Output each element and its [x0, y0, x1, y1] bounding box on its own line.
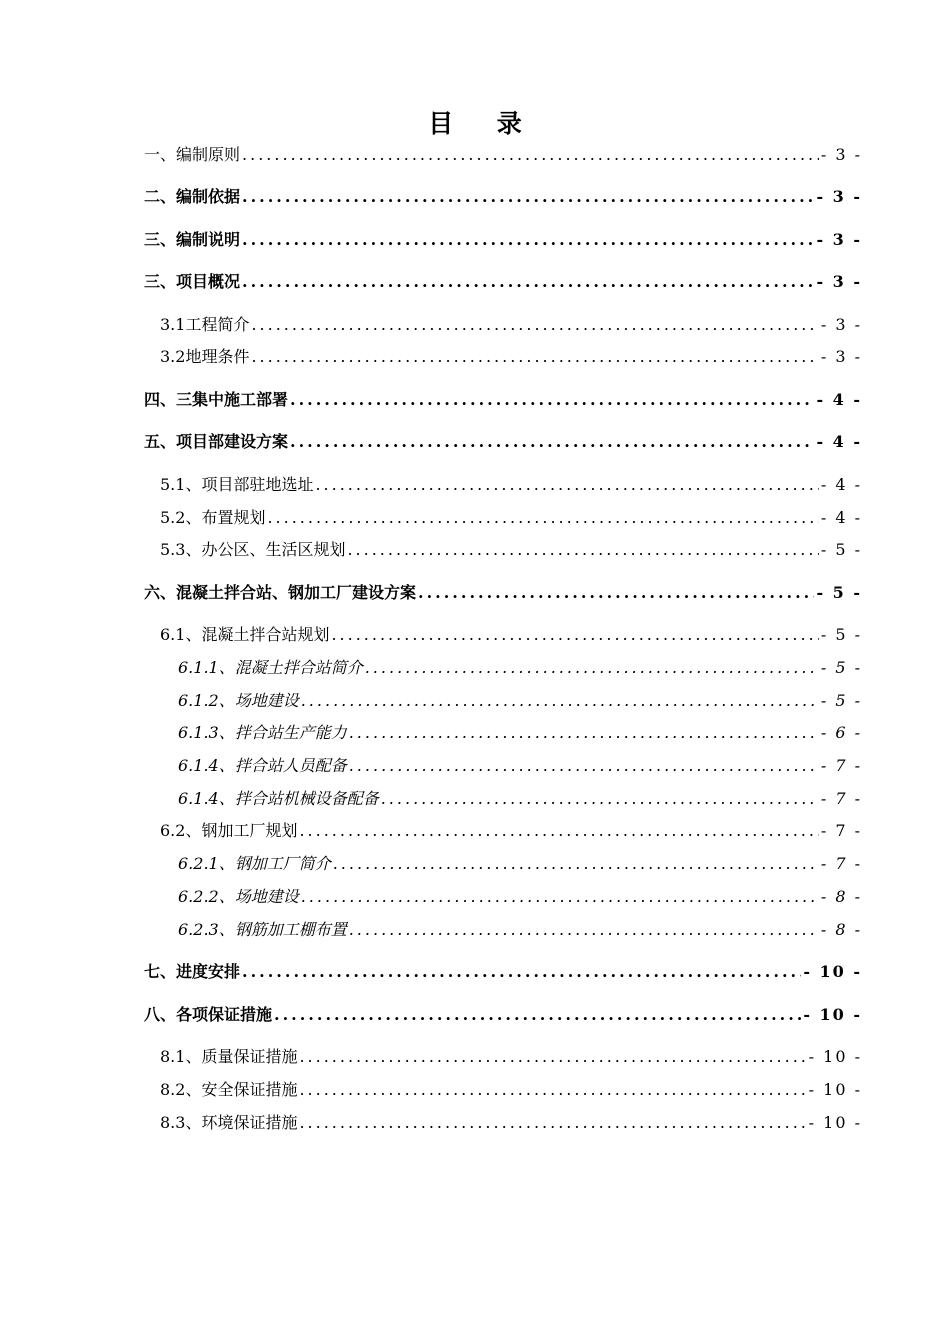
toc-page-number: - 8 -: [820, 887, 862, 906]
toc-entry[interactable]: [178, 886, 862, 908]
toc-leader-dots: [299, 1079, 806, 1101]
toc-entry[interactable]: [144, 144, 862, 166]
toc-entry[interactable]: [160, 507, 862, 529]
toc-entry[interactable]: [160, 1112, 862, 1134]
toc-page-number: - 7 -: [820, 854, 862, 873]
toc-entry-label: 6.2.2、场地建设: [178, 887, 299, 906]
toc-title-char: 目: [428, 109, 454, 138]
toc-page-number: - 8 -: [820, 920, 862, 939]
toc-leader-dots: [365, 657, 819, 679]
toc-entry-label: 七、进度安排: [144, 962, 241, 981]
toc-entry[interactable]: [144, 271, 862, 293]
toc-page-number: - 10 -: [808, 1113, 862, 1132]
toc-entry-label: 四、三集中施工部署: [144, 390, 289, 409]
toc-entry-label: 三、项目概况: [144, 272, 241, 291]
toc-entry[interactable]: [144, 431, 862, 453]
toc-entry[interactable]: [178, 788, 862, 810]
toc-leader-dots: [315, 474, 818, 496]
toc-page-number: - 3 -: [820, 315, 862, 334]
toc-entry[interactable]: [160, 820, 862, 842]
toc-leader-dots: [381, 788, 819, 810]
toc-entry[interactable]: [178, 853, 862, 875]
toc-page-number: - 6 -: [820, 723, 862, 742]
toc-entry-label: 5.2、布置规划: [160, 508, 266, 527]
toc-entry[interactable]: [160, 346, 862, 368]
toc-entry-label: 3.2地理条件: [160, 347, 250, 366]
toc-page-number: - 10 -: [808, 1080, 862, 1099]
toc-page-number: - 3 -: [820, 145, 862, 164]
toc-leader-dots: [242, 186, 814, 208]
toc-entry-label: 一、编制原则: [144, 145, 241, 164]
toc-page-number: - 3 -: [820, 347, 862, 366]
toc-entry-label: 8.1、质量保证措施: [160, 1047, 298, 1066]
toc-entry-label: 8.2、安全保证措施: [160, 1080, 298, 1099]
toc-page-number: - 5 -: [820, 658, 862, 677]
toc-entry[interactable]: [160, 1079, 862, 1101]
toc-entry[interactable]: [160, 624, 862, 646]
toc-entry-label: 6.2、钢加工厂规划: [160, 821, 298, 840]
toc-entry[interactable]: [160, 1046, 862, 1068]
toc-page-number: - 3 -: [816, 230, 862, 249]
toc-entry[interactable]: [144, 186, 862, 208]
toc-entry-label: 6.1.1、混凝土拌合站简介: [178, 658, 363, 677]
toc-entry[interactable]: [178, 755, 862, 777]
toc-entry[interactable]: [178, 919, 862, 941]
toc-leader-dots: [274, 1004, 801, 1026]
toc-entry-label: 6.2.3、钢筋加工棚布置: [178, 920, 347, 939]
toc-leader-dots: [347, 539, 818, 561]
toc-entry-label: 5.3、办公区、生活区规划: [160, 540, 346, 559]
toc-leader-dots: [301, 690, 819, 712]
toc-page-number: - 5 -: [820, 625, 862, 644]
toc-page-number: - 7 -: [820, 789, 862, 808]
toc-entry-label: 3.1工程简介: [160, 315, 250, 334]
toc-leader-dots: [242, 229, 814, 251]
toc-entry-label: 6.1.4、拌合站人员配备: [178, 756, 347, 775]
toc-page-number: - 4 -: [816, 432, 862, 451]
toc-entry-label: 6.1.2、场地建设: [178, 691, 299, 710]
toc-entry-label: 6.1.4、拌合站机械设备配备: [178, 789, 379, 808]
toc-title: [0, 104, 950, 140]
toc-page-number: - 5 -: [820, 691, 862, 710]
toc-page-number: - 4 -: [816, 390, 862, 409]
toc-leader-dots: [290, 389, 814, 411]
toc-page-number: - 5 -: [816, 583, 862, 602]
toc-page-number: - 3 -: [816, 272, 862, 291]
toc-entry[interactable]: [144, 229, 862, 251]
toc-entry[interactable]: [160, 539, 862, 561]
toc-leader-dots: [331, 624, 818, 646]
toc-page-number: - 4 -: [820, 508, 862, 527]
toc-entry-label: 二、编制依据: [144, 187, 241, 206]
toc-leader-dots: [251, 314, 818, 336]
toc-page-number: - 10 -: [803, 1005, 862, 1024]
toc-entry-label: 6.1.3、拌合站生产能力: [178, 723, 347, 742]
toc-title-char: 录: [496, 109, 522, 138]
toc-entry[interactable]: [144, 961, 862, 983]
toc-page-number: - 10 -: [803, 962, 862, 981]
toc-entry[interactable]: [144, 389, 862, 411]
toc-leader-dots: [299, 1046, 806, 1068]
toc-leader-dots: [299, 1112, 806, 1134]
toc-entry[interactable]: [178, 690, 862, 712]
toc-entry-label: 6.1、混凝土拌合站规划: [160, 625, 330, 644]
toc-entry-label: 六、混凝土拌合站、钢加工厂建设方案: [144, 583, 417, 602]
toc-leader-dots: [349, 722, 819, 744]
toc-entry[interactable]: [144, 582, 862, 604]
toc-leader-dots: [242, 271, 814, 293]
toc-page-number: - 10 -: [808, 1047, 862, 1066]
toc-leader-dots: [333, 853, 819, 875]
toc-page-number: - 3 -: [816, 187, 862, 206]
toc-entry[interactable]: [160, 314, 862, 336]
toc-page-number: - 4 -: [820, 475, 862, 494]
toc-leader-dots: [242, 144, 819, 166]
toc-entry-label: 6.2.1、钢加工厂简介: [178, 854, 331, 873]
toc-entry-label: 三、编制说明: [144, 230, 241, 249]
toc-leader-dots: [267, 507, 818, 529]
toc-leader-dots: [242, 961, 801, 983]
toc-entry-label: 八、各项保证措施: [144, 1005, 273, 1024]
toc-entry-label: 5.1、项目部驻地选址: [160, 475, 314, 494]
toc-page-number: - 5 -: [820, 540, 862, 559]
toc-leader-dots: [299, 820, 818, 842]
toc-entry[interactable]: [160, 474, 862, 496]
toc-leader-dots: [349, 755, 819, 777]
toc-leader-dots: [349, 919, 819, 941]
toc-entry[interactable]: [178, 722, 862, 744]
toc-page-number: - 7 -: [820, 756, 862, 775]
toc-page-number: - 7 -: [820, 821, 862, 840]
toc-entry[interactable]: [144, 1004, 862, 1026]
toc-leader-dots: [301, 886, 819, 908]
toc-leader-dots: [290, 431, 814, 453]
toc-entry-label: 五、项目部建设方案: [144, 432, 289, 451]
toc-leader-dots: [418, 582, 814, 604]
toc-leader-dots: [251, 346, 818, 368]
toc-entry-label: 8.3、环境保证措施: [160, 1113, 298, 1132]
toc-entry[interactable]: [178, 657, 862, 679]
